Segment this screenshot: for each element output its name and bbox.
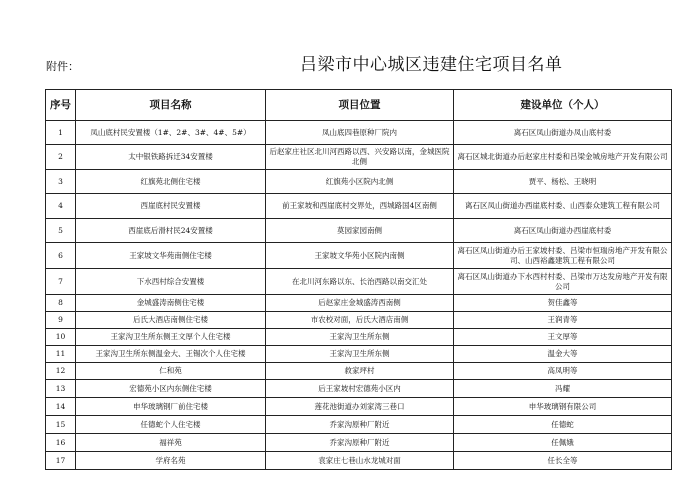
cell-builder: 离石区凤山街道办下水西村村委、吕梁市万达发房地产开发有限公司 [454,269,672,295]
header-location: 项目位置 [266,90,454,121]
cell-builder: 温金大等 [454,346,672,363]
cell-no: 2 [46,145,76,170]
cell-builder: 离石区凤山街道办后王家坡村委、吕梁市恒瑞房地产开发有限公司、山西裕鑫建筑工程有限公司 [454,243,672,269]
cell-location: 乔家沟原种厂附近 [266,434,454,452]
cell-no: 10 [46,329,76,346]
cell-no: 9 [46,312,76,329]
cell-name: 后氏大酒店南侧住宅楼 [76,312,266,329]
cell-name: 西崖底村民安置楼 [76,194,266,219]
cell-name: 金城盛涛南侧住宅楼 [76,295,266,312]
cell-location: 后王家坡村宏德苑小区内 [266,380,454,398]
cell-no: 12 [46,363,76,380]
cell-no: 4 [46,194,76,219]
header-name: 项目名称 [76,90,266,121]
project-table [45,89,672,470]
cell-no: 13 [46,380,76,398]
table-row [46,121,672,145]
cell-location: 莲花池街道办刘家湾三巷口 [266,398,454,416]
table-row [46,145,672,170]
cell-builder: 王润青等 [454,312,672,329]
cell-location: 王家坡文华苑小区院内南侧 [266,243,454,269]
cell-no: 7 [46,269,76,295]
table-row [46,380,672,398]
cell-location: 后赵家庄社区北川河西路以西、兴安路以南，金城医院北侧 [266,145,454,170]
page-title: 吕梁市中心城区违建住宅项目名单 [300,55,563,75]
cell-no: 5 [46,219,76,243]
cell-name: 王家沟卫生所东侧王文厚个人住宅楼 [76,329,266,346]
cell-name: 红旗苑北侧住宅楼 [76,170,266,194]
cell-location: 救家坪村 [266,363,454,380]
cell-builder: 离石区凤山街道办西崖底村委、山西泰众建筑工程有限公司 [454,194,672,219]
cell-name: 仁和苑 [76,363,266,380]
cell-builder: 任长全等 [454,452,672,470]
cell-name: 学府名苑 [76,452,266,470]
table-row [46,346,672,363]
table-row [46,194,672,219]
cell-location: 前王家坡和西崖底村交界处，西城路国4区南侧 [266,194,454,219]
cell-no: 3 [46,170,76,194]
cell-location: 莫园家园南侧 [266,219,454,243]
cell-name: 王家沟卫生所东侧温金大、王锡次个人住宅楼 [76,346,266,363]
cell-location: 在北川河东路以东、长治西路以南交汇处 [266,269,454,295]
table-row [46,269,672,295]
cell-location: 红旗苑小区院内北侧 [266,170,454,194]
cell-builder: 离石区凤山街道办西崖底村委 [454,219,672,243]
cell-location: 后赵家庄金城盛涛西南侧 [266,295,454,312]
cell-no: 1 [46,121,76,145]
cell-builder: 冯耀 [454,380,672,398]
table-row [46,416,672,434]
table-row [46,170,672,194]
cell-builder: 任德蛇 [454,416,672,434]
cell-name: 下水西村综合安置楼 [76,269,266,295]
table-row [46,243,672,269]
cell-location: 王家沟卫生所东侧 [266,346,454,363]
cell-builder: 任佩娥 [454,434,672,452]
table-row [46,363,672,380]
cell-builder: 王文厚等 [454,329,672,346]
cell-name: 任德蛇个人住宅楼 [76,416,266,434]
table-header-row [46,90,672,121]
cell-no: 14 [46,398,76,416]
cell-no: 11 [46,346,76,363]
cell-builder: 离石区凤山街道办凤山底村委 [454,121,672,145]
cell-location: 王家沟卫生所东侧 [266,329,454,346]
header-no: 序号 [46,90,76,121]
table-row [46,329,672,346]
table-row [46,295,672,312]
cell-name: 宏德苑小区内东侧住宅楼 [76,380,266,398]
table-row [46,219,672,243]
table-row [46,452,672,470]
cell-builder: 贾平、杨松、王晓明 [454,170,672,194]
cell-builder: 贺佳鑫等 [454,295,672,312]
table-row [46,312,672,329]
cell-no: 17 [46,452,76,470]
cell-name: 申华玻璃钢厂前住宅楼 [76,398,266,416]
cell-builder: 申华玻璃钢有限公司 [454,398,672,416]
cell-name: 西崖底后滑村民24安置楼 [76,219,266,243]
cell-location: 市农校对面，后氏大酒店南侧 [266,312,454,329]
table-row [46,398,672,416]
header-builder: 建设单位（个人） [454,90,672,121]
cell-no: 15 [46,416,76,434]
cell-location: 凤山底四巷原种厂院内 [266,121,454,145]
cell-builder: 离石区城北街道办后赵家庄村委和吕梁金城房地产开发有限公司 [454,145,672,170]
cell-builder: 高凤明等 [454,363,672,380]
cell-no: 6 [46,243,76,269]
cell-name: 王家坡文华苑南侧住宅楼 [76,243,266,269]
cell-no: 8 [46,295,76,312]
attachment-label: 附件： [46,60,79,73]
cell-name: 太中银铁路拆迁34安置楼 [76,145,266,170]
cell-name: 凤山底村民安置楼（1#、2#、3#、4#、5#） [76,121,266,145]
cell-location: 乔家沟原种厂附近 [266,416,454,434]
table-row [46,434,672,452]
cell-name: 福祥苑 [76,434,266,452]
cell-location: 袁家庄七巷山水龙城对面 [266,452,454,470]
cell-no: 16 [46,434,76,452]
